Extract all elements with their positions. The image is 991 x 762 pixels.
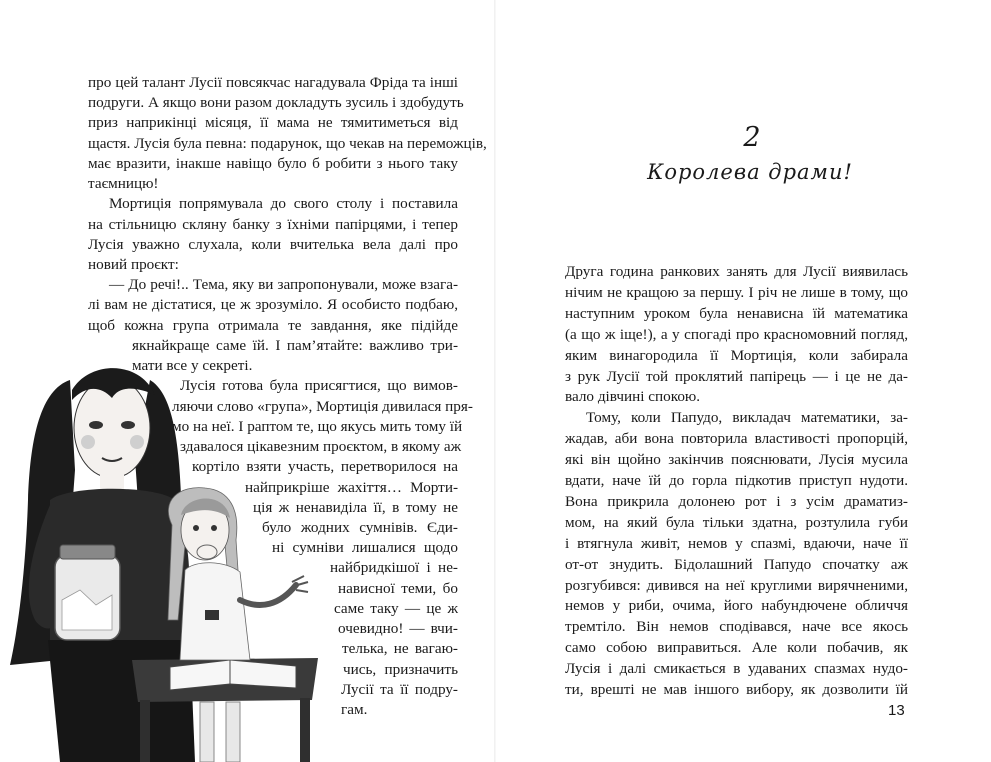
text-line: чись, призначить [343, 660, 458, 678]
text-line: ні сумніви лишалися щодо [272, 539, 458, 557]
text-line: Мортиція попрямувала до свого столу і поставила [109, 195, 458, 213]
text-line: Лусії та її подру- [341, 680, 458, 698]
text-line: нічим не кращою за першу. І річ не лише в тому, що [565, 283, 908, 301]
text-line: ція ж ненавиділа її, в тому не [253, 498, 458, 516]
text-line: найприкріше жахіття… Морти- [245, 478, 458, 496]
text-line: (а що ж іще!), а у спогаді про красномовний погляд, [565, 325, 908, 343]
text-line: гам. [341, 701, 368, 718]
text-line: новий проєкт: [88, 256, 179, 274]
text-line: таємницю! [88, 175, 159, 193]
text-line: лі вам не дістатися, це ж зрозуміло. Я особисто подбаю, [88, 296, 458, 314]
text-line: Вона прикрила долонею рот і з усім драматиз- [565, 492, 908, 510]
text-line: приз наприкінці місяця, її мама не тямитиметься від [88, 114, 458, 132]
text-line: нависної теми, бо [338, 579, 458, 597]
text-line: щастя. Лусія була певна: подарунок, що чекав на переможців, [88, 134, 487, 152]
text-line: з рук Лусії той проклятий папірець — і це не да- [565, 367, 908, 385]
page-number: 13 [888, 702, 905, 719]
text-line: ляючи слово «група», Мортиція дивилася пря- [172, 397, 473, 415]
text-line: телька, не вагаю- [342, 640, 458, 658]
text-line: немов у риби, очима, його набундючене обличчя [565, 597, 908, 615]
text-line: тремтіло. Він немов сподівався, наче все якось [565, 618, 908, 636]
text-line: щоб кожна група отримала те завдання, яке підійде [88, 316, 458, 334]
text-line: на стільницю скляну банку з їхніми папірцями, і тепер [88, 215, 458, 233]
text-line: вдати, наче їй до горла підкотив приступ нудоти. [565, 472, 908, 489]
text-line: ти, врешті не мав іншого вибору, як дозволити їй [565, 681, 908, 698]
text-line: Лусія уважно слухала, коли вчителька вела далі про [88, 235, 458, 253]
text-line: само собою виправиться. Але коли побачив, як [565, 639, 908, 657]
text-line: здавалося цікавезним проєктом, в якому аж [180, 438, 462, 456]
text-line: очевидно! — вчи- [338, 620, 458, 638]
text-line: наступним уроком була ненависна їй математика [565, 304, 908, 322]
text-line: подруги. А якщо вони разом докладуть зусиль і здобудуть [88, 94, 464, 112]
text-line: і втягнула живіт, немов у спазмі, вдаючи, наче її [565, 534, 908, 552]
text-line: мом, на який була тільки здатна, розтулила губи [565, 513, 908, 531]
text-line: Тому, коли Папудо, викладач математики, за- [586, 409, 908, 427]
text-line: от-от знудить. Бідолашний Папудо спочатку аж [565, 555, 908, 573]
chapter-number: 2 [743, 122, 761, 153]
text-line: Лусія готова була присягтися, що вимов- [180, 377, 458, 395]
text-line: розгубився: дивився на неї круглими вирячненими, [565, 576, 908, 594]
text-line: Друга година ранкових занять для Лусії виявилась [565, 263, 908, 280]
text-line: якнайкраще саме їй. І пам’ятайте: важливо три- [132, 336, 458, 354]
chapter-title: Королева драми! [647, 160, 853, 184]
text-line: мо на неї. І раптом те, що якусь мить тому їй [172, 417, 463, 435]
text-line: має вразити, інакше навіщо було б робити з нього таку [88, 154, 458, 172]
text-line: про цей талант Лусії повсякчас нагадувала Фріда та інші [88, 74, 458, 91]
text-line: саме таку — це ж [334, 599, 458, 617]
text-line: кортіло взяти участь, перетворилося на [192, 458, 458, 476]
text-line: — До речі!.. Тема, яку ви запропонували, може взага- [109, 276, 458, 294]
text-line: вало дівчині спокою. [565, 388, 701, 406]
text-line: які він щойно закінчив пояснювати, Лусія мусила [565, 451, 908, 469]
text-line: Лусія і далі смикається в удаваних спазмах нудо- [565, 660, 908, 678]
text-line: яким винагородила її Мортиція, коли забирала [565, 346, 908, 364]
text-line: найбридкішої і не- [330, 559, 458, 577]
text-line: було жодних сумнівів. Єди- [262, 518, 458, 536]
text-line: мати все у секреті. [132, 357, 253, 375]
text-line: жадав, аби вона повторила властивості пропорцій, [565, 430, 908, 448]
